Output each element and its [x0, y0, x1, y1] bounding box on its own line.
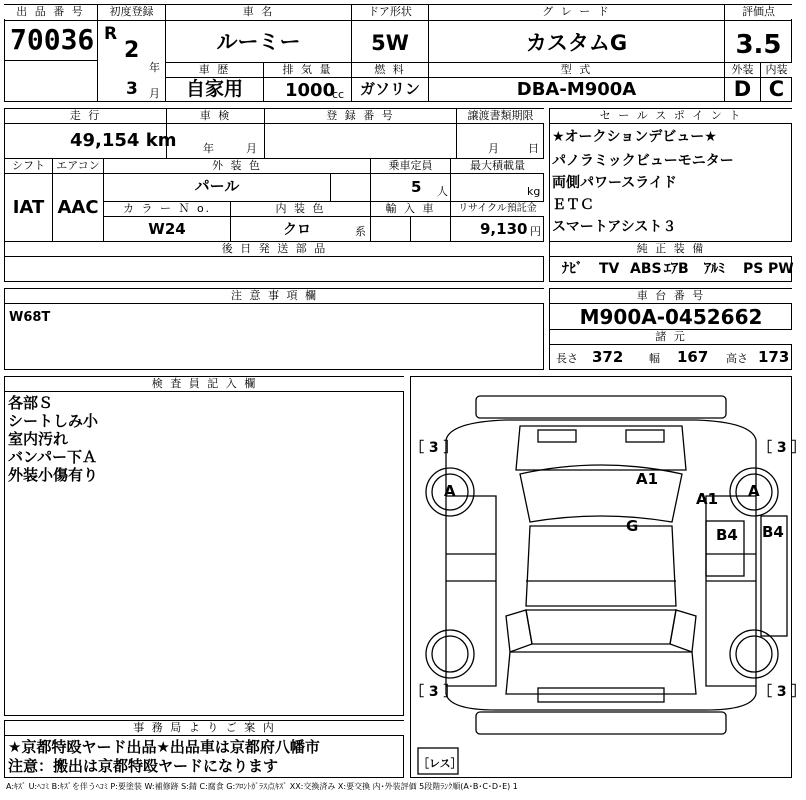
- int-color-label: 内 装 色: [231, 202, 370, 216]
- right-side-panel: [706, 496, 756, 686]
- first-reg-era: R: [104, 24, 118, 44]
- later-parts-label: 後 日 発 送 部 品: [5, 242, 544, 256]
- rear-bumper: [538, 688, 664, 702]
- displacement-unit: cc: [332, 88, 345, 101]
- lot-label: 出 品 番 号: [4, 5, 97, 19]
- history-value: 自家用: [185, 78, 243, 100]
- height-value: 173: [758, 348, 790, 366]
- displacement-value: 1000: [285, 80, 336, 101]
- mileage-label: 走 行: [5, 109, 166, 123]
- score-label: 評価点: [725, 5, 792, 19]
- rear-left-tire: [426, 630, 474, 678]
- model-label: 型 式: [429, 63, 724, 77]
- ext-color-label: 外 装 色: [104, 159, 370, 173]
- first-reg-month: 3: [126, 79, 138, 99]
- fuel-label: 燃 料: [352, 63, 428, 77]
- car-name-value: ルーミー: [216, 30, 301, 54]
- max-load-label: 最大積載量: [451, 159, 544, 173]
- aircon-label: エアコン: [53, 159, 103, 173]
- notes-value: W68T: [9, 310, 51, 325]
- aircon-value: AAC: [57, 197, 99, 218]
- first-reg-year: 2: [124, 38, 140, 63]
- doors-value: 5W: [371, 31, 409, 55]
- recycle-unit: 円: [530, 225, 541, 238]
- office-line: 注意：搬出は京都特殴ヤードになります: [8, 757, 279, 775]
- damage-mark: B4: [762, 523, 784, 541]
- body-outline: [446, 420, 756, 710]
- sales-point-item: 両側パワースライド: [552, 175, 677, 191]
- width-value: 167: [677, 348, 709, 366]
- office-line: ★京都特殴ヤード出品★出品車は京都府八幡市: [8, 738, 320, 756]
- chassis-number: M900A-0452662: [579, 305, 763, 329]
- left-side-panel: [446, 496, 496, 686]
- color-no-value: W24: [148, 220, 186, 238]
- inspector-line: シートしみ小: [8, 412, 99, 430]
- score-value: 3.5: [735, 30, 782, 60]
- mileage-value: 49,154 km: [70, 130, 177, 151]
- fuel-value: ガソリン: [359, 80, 420, 98]
- exterior-grade-value: D: [733, 77, 752, 101]
- displacement-label: 排 気 量: [264, 63, 351, 77]
- rear-glass: [526, 610, 676, 644]
- recycle-label: リサイクル預託金: [451, 202, 544, 216]
- car-name-label: 車 名: [166, 5, 351, 19]
- equip-abs: ABS: [630, 261, 662, 277]
- int-color-value: クロ: [283, 222, 311, 238]
- equip-pw: PW: [768, 261, 794, 277]
- import-label: 輸 入 車: [371, 202, 450, 216]
- color-no-label: カ ラ ー Ｎ o.: [104, 202, 230, 216]
- inspector-line: 外装小傷有り: [8, 466, 99, 484]
- inspector-label: 検 査 員 記 入 欄: [5, 377, 404, 391]
- model-value: DBA-M900A: [516, 79, 637, 100]
- damage-mark: A: [444, 482, 456, 500]
- chassis-label: 車 台 番 号: [550, 289, 792, 303]
- capacity-unit: 人: [437, 185, 448, 198]
- sales-point-item: ★オークションデビュー★: [552, 129, 717, 145]
- damage-mark: A1: [636, 470, 659, 488]
- max-load-unit: kg: [527, 185, 541, 198]
- transfer-month-unit: 月: [488, 142, 499, 155]
- capacity-label: 乗車定員: [371, 159, 450, 173]
- damage-mark: B4: [716, 526, 738, 544]
- equip-alloy: ｱﾙﾐ: [704, 261, 725, 277]
- width-label: 幅: [649, 352, 660, 365]
- capacity-value: 5: [411, 178, 422, 196]
- front-bumper: [476, 396, 726, 418]
- office-label: 事 務 局 よ り ご 案 内: [5, 721, 404, 735]
- sales-point-item: スマートアシスト３: [552, 219, 677, 235]
- recycle-value: 9,130: [480, 220, 528, 238]
- interior-grade-label: 内装: [761, 63, 792, 77]
- length-value: 372: [592, 348, 624, 366]
- plate-label: 登 録 番 号: [265, 109, 456, 123]
- equip-tv: TV: [599, 261, 620, 277]
- height-label: 高さ: [726, 352, 748, 365]
- tire-rear-right: ［ 3 ］: [758, 684, 806, 700]
- doors-label: ドア形状: [352, 5, 428, 19]
- legend: A:ｷｽﾞ U:ﾍｺﾐ B:ｷｽﾞを伴うﾍｺﾐ P:要塗装 W:補修跡 S:錆 C:腐食 G:ﾌﾛﾝﾄｶﾞﾗｽ点ｷｽﾞ XX:交換済み X:要交換 内･外装評価 5段階ﾗﾝｸ順(A･B･C･D･E) 1: [6, 782, 518, 791]
- dims-label: 諸 元: [550, 330, 792, 344]
- month-unit: 月: [149, 87, 160, 100]
- transfer-label: 譲渡書類期限: [457, 109, 544, 123]
- rear-right-tire: [730, 630, 778, 678]
- tire-spare: ［レス］: [418, 757, 462, 770]
- hood: [516, 426, 686, 470]
- roof: [526, 526, 676, 606]
- sales-point-item: パノラミックビューモニター: [552, 153, 734, 169]
- damage-mark: A1: [696, 490, 719, 508]
- equipment-label: 純 正 装 備: [550, 242, 792, 256]
- lot-number: 70036: [10, 23, 95, 56]
- equip-airbag: ｴｱB: [664, 261, 689, 277]
- damage-mark: A: [748, 482, 760, 500]
- first-reg-label: 初度登録: [98, 5, 165, 19]
- tire-front-right: ［ 3 ］: [758, 440, 806, 456]
- shift-label: シフト: [5, 159, 52, 173]
- shift-value: IAT: [12, 197, 45, 218]
- sales-points-label: セ ー ル ス ポ イ ン ト: [550, 109, 792, 123]
- grade-label: グ レ ー ド: [429, 5, 724, 19]
- grade-value: カスタムG: [525, 31, 628, 55]
- int-color-unit: 系: [355, 225, 366, 238]
- notes-label: 注 意 事 項 欄: [5, 289, 544, 303]
- inspection-label: 車 検: [167, 109, 264, 123]
- tire-rear-left: ［ 3 ］: [410, 684, 458, 700]
- inspector-line: バンパー下Ａ: [8, 448, 97, 466]
- transfer-day-unit: 日: [528, 142, 539, 155]
- interior-grade-value: C: [768, 77, 785, 101]
- history-label: 車 歴: [166, 63, 263, 77]
- tire-front-left: ［ 3 ］: [410, 440, 458, 456]
- ext-color-value: パール: [194, 177, 240, 195]
- inspector-line: 各部Ｓ: [8, 394, 54, 412]
- exterior-grade-label: 外装: [725, 63, 760, 77]
- damage-mark: G: [626, 517, 639, 535]
- inspection-month-unit: 月: [246, 142, 257, 155]
- equip-navi: ﾅﾋﾞ: [562, 261, 583, 277]
- inspection-year-unit: 年: [203, 142, 214, 155]
- equip-ps: PS: [743, 261, 764, 277]
- sales-point-item: ＥＴＣ: [552, 197, 594, 213]
- inspector-line: 室内汚れ: [8, 430, 69, 448]
- year-unit: 年: [149, 61, 160, 74]
- length-label: 長さ: [556, 352, 578, 365]
- car-diagram: [410, 376, 792, 778]
